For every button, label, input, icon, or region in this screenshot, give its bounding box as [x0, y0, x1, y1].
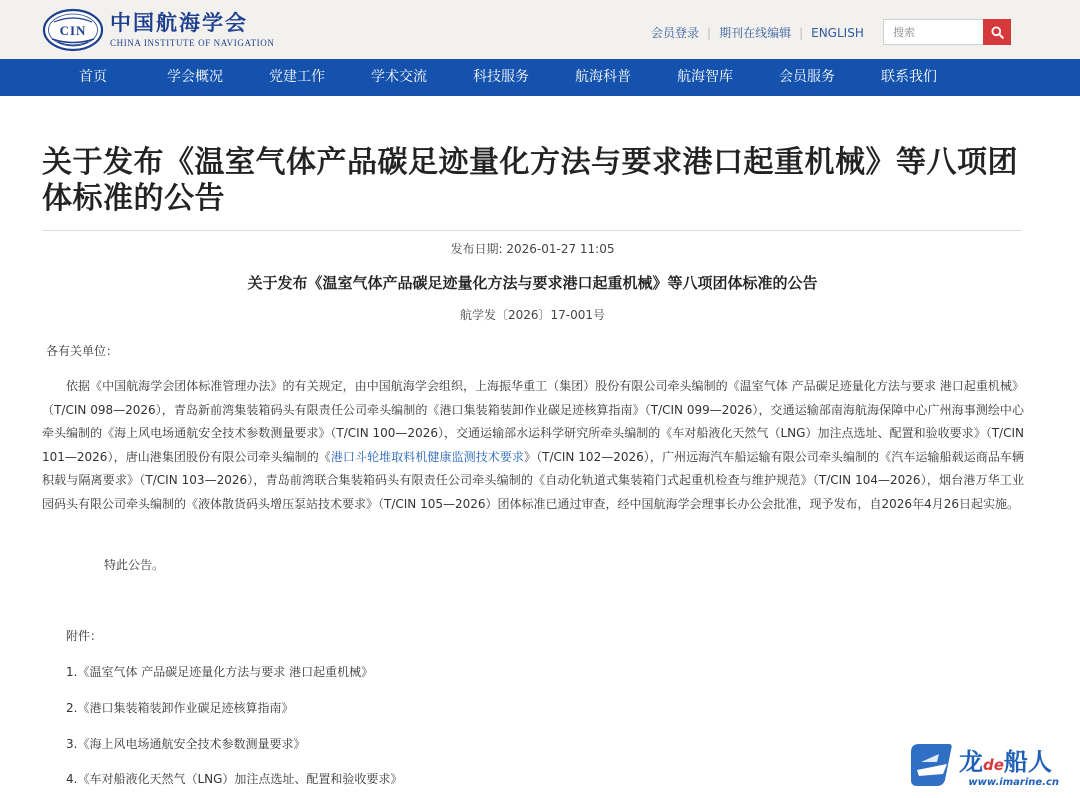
search-icon: [991, 26, 1004, 39]
nav-tech-service[interactable]: 科技服务: [473, 69, 529, 85]
member-login-link[interactable]: 会员登录: [651, 26, 700, 40]
cin-emblem-icon: [42, 8, 104, 52]
site-name-en: CHINA INSTITUTE OF NAVIGATION: [110, 38, 275, 48]
article-subtitle: 关于发布《温室气体产品碳足迹量化方法与要求港口起重机械》等八项团体标准的公告: [247, 274, 818, 292]
attachment-item[interactable]: 1.《温室气体 产品碳足迹量化方法与要求 港口起重机械》: [66, 665, 374, 679]
site-name-cn: 中国航海学会: [110, 10, 248, 35]
salutation: 各有关单位：: [46, 344, 119, 358]
attachment-item[interactable]: 2.《港口集装箱装卸作业碳足迹核算指南》: [66, 701, 294, 715]
title-divider: [42, 230, 1022, 231]
nav-about[interactable]: 学会概况: [167, 69, 223, 85]
imarine-watermark: [909, 740, 1069, 790]
watermark-url: www.imarine.cn: [968, 777, 1059, 788]
ship-logo-icon: [911, 744, 952, 786]
nav-home[interactable]: 首页: [79, 69, 107, 85]
attachment-item[interactable]: 4.《车对船液化天然气（LNG）加注点选址、配置和验收要求》: [66, 772, 403, 786]
page-title: 关于发布《温室气体产品碳足迹量化方法与要求港口起重机械》等八项团体标准的公告: [42, 145, 1018, 216]
svg-text:龙de船人: [959, 748, 1052, 776]
site-logo[interactable]: [42, 8, 274, 52]
main-nav: [0, 59, 1080, 96]
divider: |: [707, 25, 712, 40]
body-text-part1: 依据《中国航海学会团体标准管理办法》的有关规定，由中国航海学会组织，上海振华重工（集团）股份有限公司牵头编制的《温室气体 产品碳足迹量化方法与要求 港口起重机械》（T/CIN 098—2026），青岛新前湾集装箱码头有限责任公司牵头编制的《港口集装箱装卸作业碳足迹核算指南》（T/CIN 099—2026），交通运输部南海航海保障中心广州海事测绘中心牵头编制的《海上风电场通航安全技术参数测量要求》（T/CIN 100—2026），交通运输部水运科学研究所牵头编制的《车对船液化天然气（LNG）加注点选址、配置和验收要求》（T/CIN 101—2026），唐山港集团股份有限公司牵头编制的《: [42, 379, 1024, 464]
document-number: 航学发〔2026〕17-001号: [459, 308, 606, 322]
attachment-item[interactable]: 3.《海上风电场通航安全技术参数测量要求》: [66, 737, 306, 751]
search-button[interactable]: [983, 19, 1011, 45]
body-text-part2: 》（T/CIN 102—2026），广州远海汽车船运输有限公司牵头编制的《汽车运输船载运商品车辆积载与隔离要求》（T/CIN 103—2026），青岛前湾联合集装箱码头有限责任公司牵头编制的《自动化轨道式集装箱门式起重机检查与维护规范》（T/CIN 104—2026），烟台港万华工业园码头有限公司牵头编制的《液体散货码头增压泵站技术要求》（T/CIN 105—2026）团体标准已通过审查，经中国航海学会理事长办公会批准，现予发布，自2026年4月26日起实施。: [42, 449, 1024, 511]
closing-notice: 特此公告。: [104, 558, 165, 572]
watermark-cn-2: 船人: [1003, 748, 1052, 776]
attachments-heading: 附件：: [66, 629, 103, 643]
nav-member-service[interactable]: 会员服务: [779, 69, 835, 85]
nav-contact[interactable]: 联系我们: [881, 69, 937, 85]
publish-date: 发布日期: 2026-01-27 11:05: [450, 242, 615, 256]
journal-edit-link[interactable]: 期刊在线编辑: [719, 26, 792, 40]
search-input[interactable]: [883, 19, 983, 45]
header-bar: [0, 0, 1080, 59]
nav-academic[interactable]: 学术交流: [371, 69, 427, 85]
divider: |: [799, 25, 804, 40]
search-box: [883, 19, 1011, 45]
emblem-text: CIN: [59, 23, 87, 38]
top-links: [651, 24, 864, 41]
article-body: [42, 375, 1024, 516]
nav-think-tank[interactable]: 航海智库: [677, 69, 733, 85]
nav-party[interactable]: 党建工作: [269, 69, 325, 85]
standard-link[interactable]: 港口斗轮堆取料机健康监测技术要求: [330, 449, 524, 464]
watermark-cn-1: 龙: [959, 748, 983, 776]
nav-science-pop[interactable]: 航海科普: [575, 69, 631, 85]
english-link[interactable]: ENGLISH: [811, 25, 864, 40]
watermark-de: de: [983, 756, 1004, 774]
